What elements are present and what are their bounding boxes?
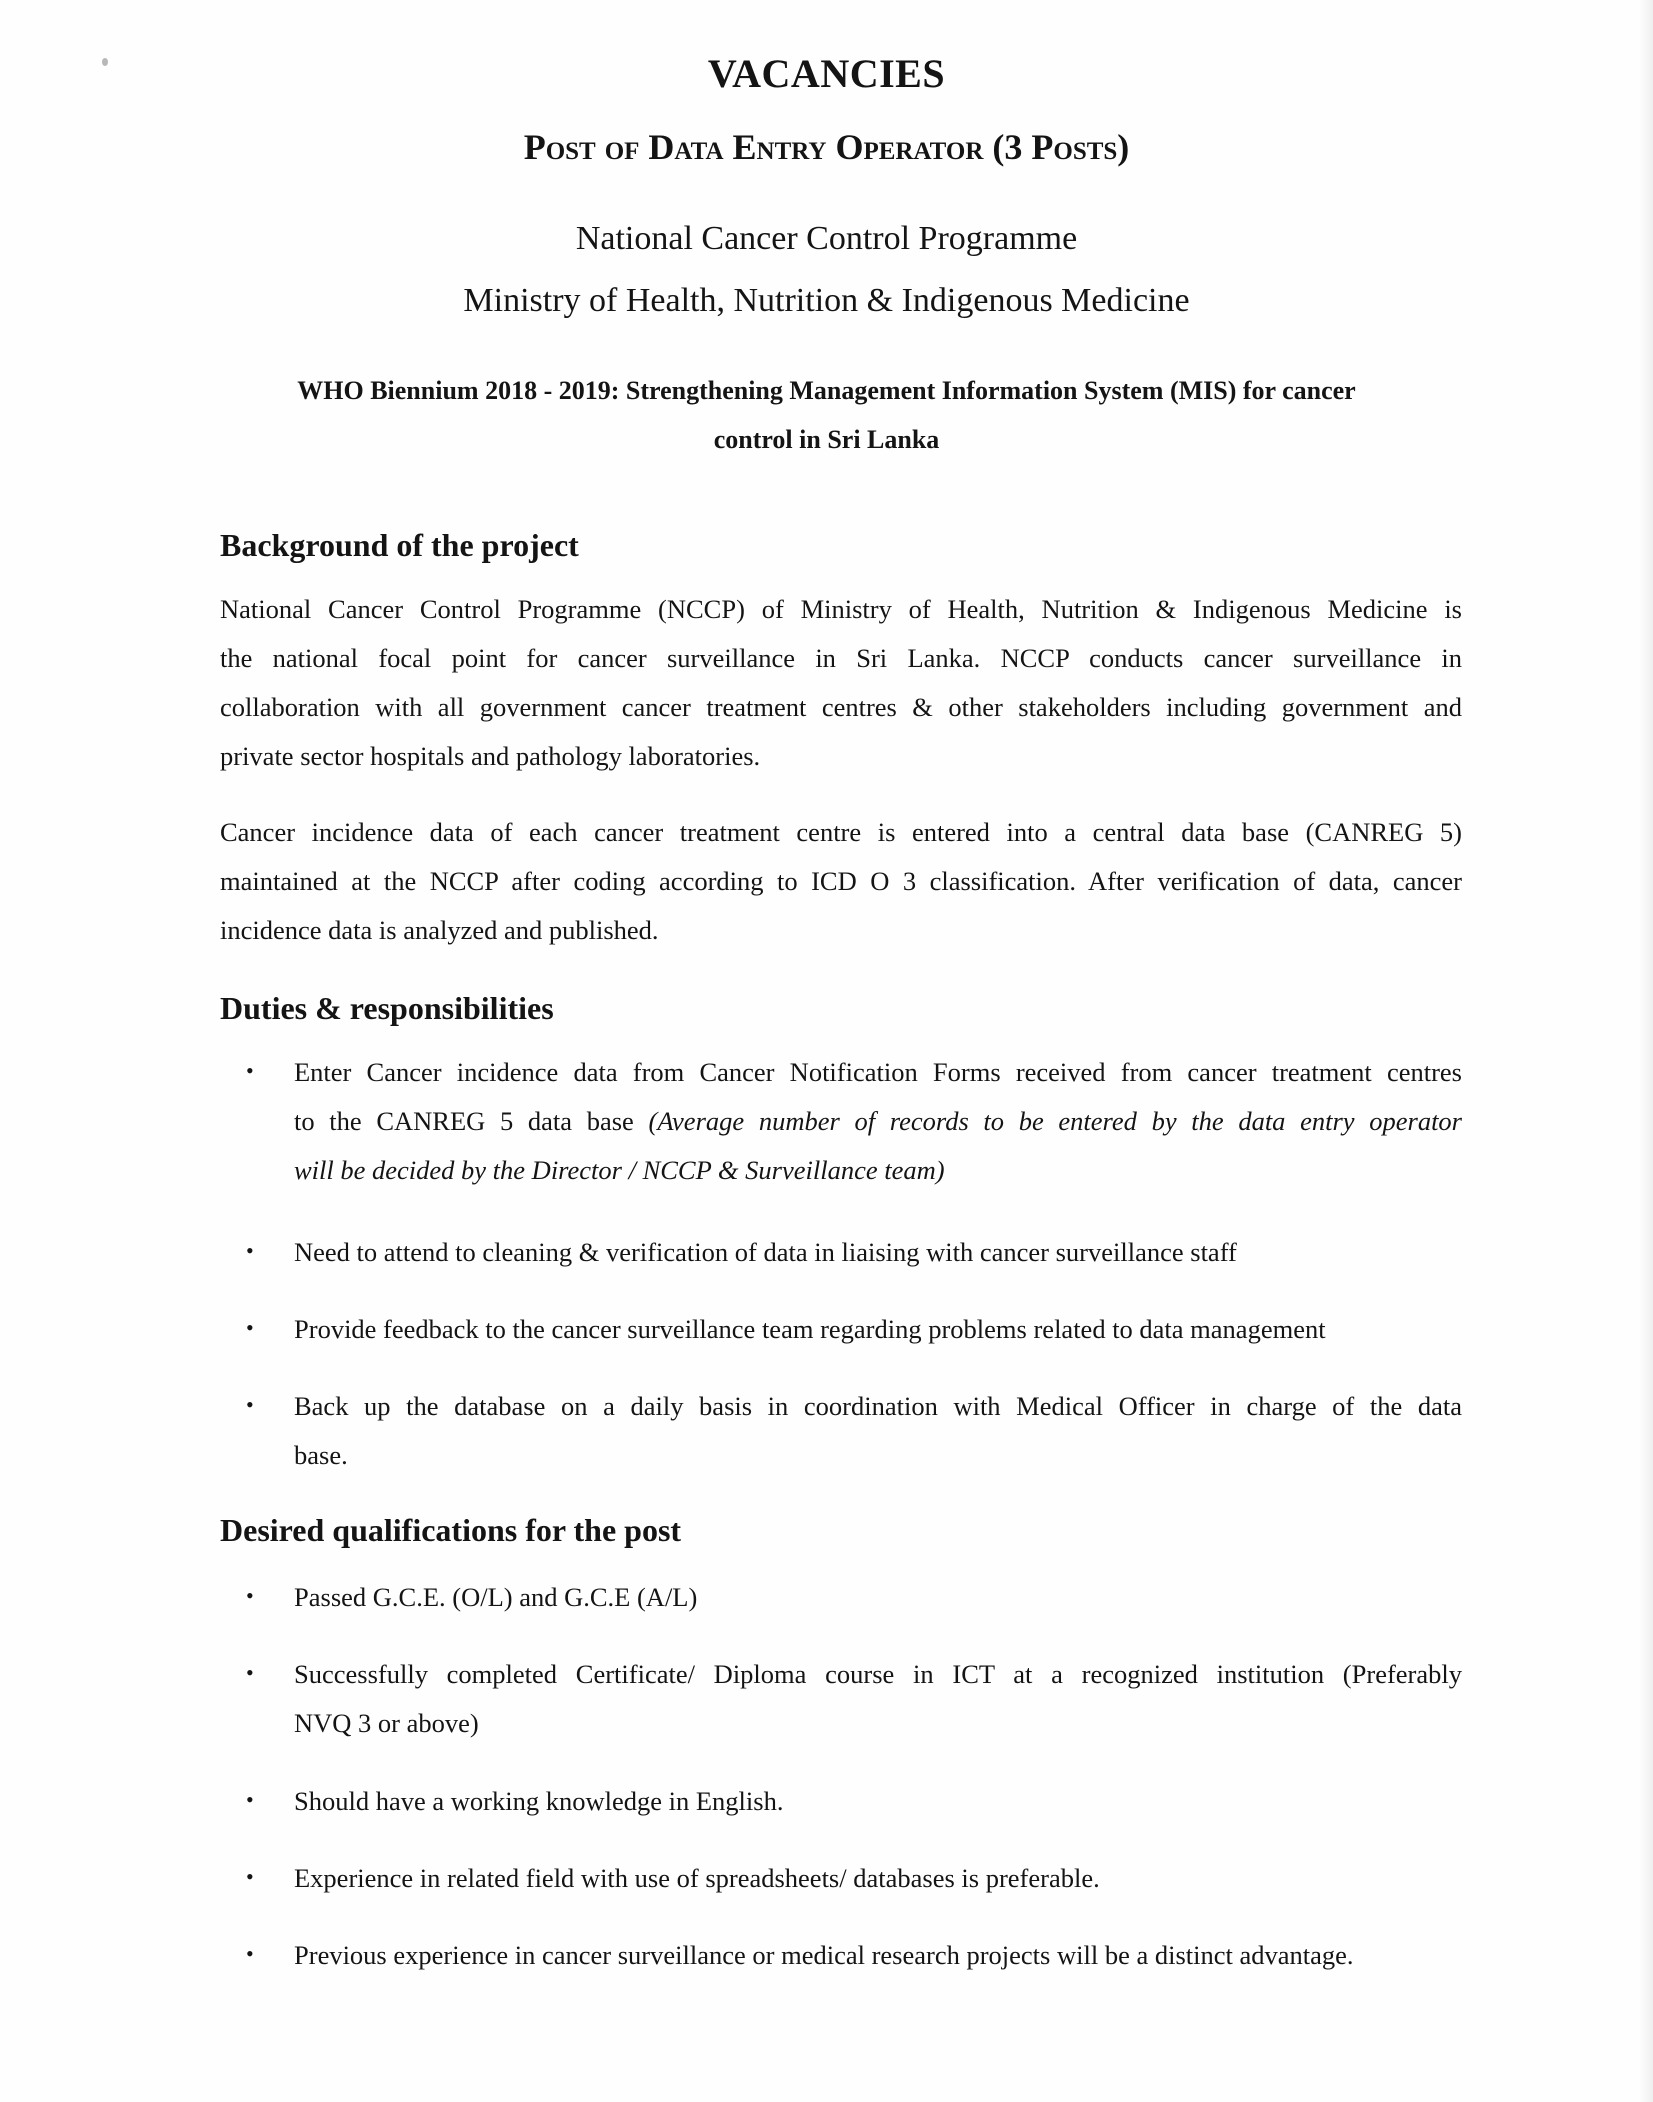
bullet-icon: • — [246, 1583, 254, 1608]
duty-text-line — [294, 1097, 1462, 1146]
bullet-icon: • — [246, 1315, 254, 1340]
ministry-name: Ministry of Health, Nutrition & Indigenous Medicine — [463, 282, 1190, 319]
bullet-icon: • — [246, 1058, 254, 1083]
background-paragraph-2 — [220, 808, 1462, 955]
qualification-text-line: Should have a working knowledge in English. — [294, 1786, 784, 1816]
background-paragraph-1 — [220, 585, 1462, 781]
paragraph-line: maintained at the NCCP after coding according to ICD O 3 classification. After verification of data, cancer — [220, 866, 1462, 896]
paragraph-line: incidence data is analyzed and published. — [220, 915, 659, 945]
paragraph-line: Cancer incidence data of each cancer treatment centre is entered into a central data base (CANREG 5) — [220, 817, 1462, 847]
duty-text-line: Need to attend to cleaning & verification of data in liaising with cancer surveillance staff — [294, 1237, 1237, 1267]
duty-text-line: base. — [294, 1440, 348, 1470]
duty-text-line: Provide feedback to the cancer surveillance team regarding problems related to data management — [294, 1314, 1326, 1344]
bullet-icon: • — [246, 1392, 254, 1417]
page-title: VACANCIES — [707, 51, 946, 96]
qualification-text-line: Passed G.C.E. (O/L) and G.C.E (A/L) — [294, 1582, 698, 1612]
paragraph-line: private sector hospitals and pathology laboratories. — [220, 741, 761, 771]
qualification-text-line: Previous experience in cancer surveillance or medical research projects will be a distinct advantage. — [294, 1940, 1354, 1970]
project-title-line-1: WHO Biennium 2018 - 2019: Strengthening Management Information System (MIS) for cancer — [297, 376, 1356, 405]
background-heading: Background of the project — [220, 527, 579, 563]
bullet-icon: • — [246, 1238, 254, 1263]
organization-name: National Cancer Control Programme — [575, 220, 1078, 257]
duty-text-plain: to the CANREG 5 data base — [294, 1106, 649, 1136]
paragraph-line: the national focal point for cancer surveillance in Sri Lanka. NCCP conducts cancer surveillance in — [220, 643, 1462, 673]
qualification-text-line: NVQ 3 or above) — [294, 1708, 479, 1738]
paragraph-line: collaboration with all government cancer treatment centres & other stakeholders including government and — [220, 692, 1462, 722]
paragraph-line: National Cancer Control Programme (NCCP) of Ministry of Health, Nutrition & Indigenous Medicine is — [220, 594, 1462, 624]
duty-text-italic-note: (Average number of records to be entered by the data entry operator — [648, 1106, 1462, 1136]
project-title-line-2: control in Sri Lanka — [713, 425, 940, 454]
duties-heading: Duties & responsibilities — [220, 990, 554, 1026]
bullet-icon: • — [246, 1941, 254, 1966]
qualification-text-line: Experience in related field with use of spreadsheets/ databases is preferable. — [294, 1863, 1100, 1893]
post-subtitle: Post of Data Entry Operator (3 Posts) — [523, 127, 1130, 167]
bullet-icon: • — [246, 1787, 254, 1812]
qualifications-heading: Desired qualifications for the post — [220, 1512, 682, 1548]
qualification-text-line: Successfully completed Certificate/ Diploma course in ICT at a recognized institution (Preferably — [294, 1659, 1462, 1689]
duty-text-line: Enter Cancer incidence data from Cancer Notification Forms received from cancer treatment centres — [294, 1057, 1462, 1087]
duty-text-line: Back up the database on a daily basis in coordination with Medical Officer in charge of the data — [294, 1391, 1462, 1421]
bullet-icon: • — [246, 1864, 254, 1889]
bullet-icon: • — [246, 1660, 254, 1685]
duty-text-italic-note: will be decided by the Director / NCCP & Surveillance team) — [294, 1155, 945, 1185]
